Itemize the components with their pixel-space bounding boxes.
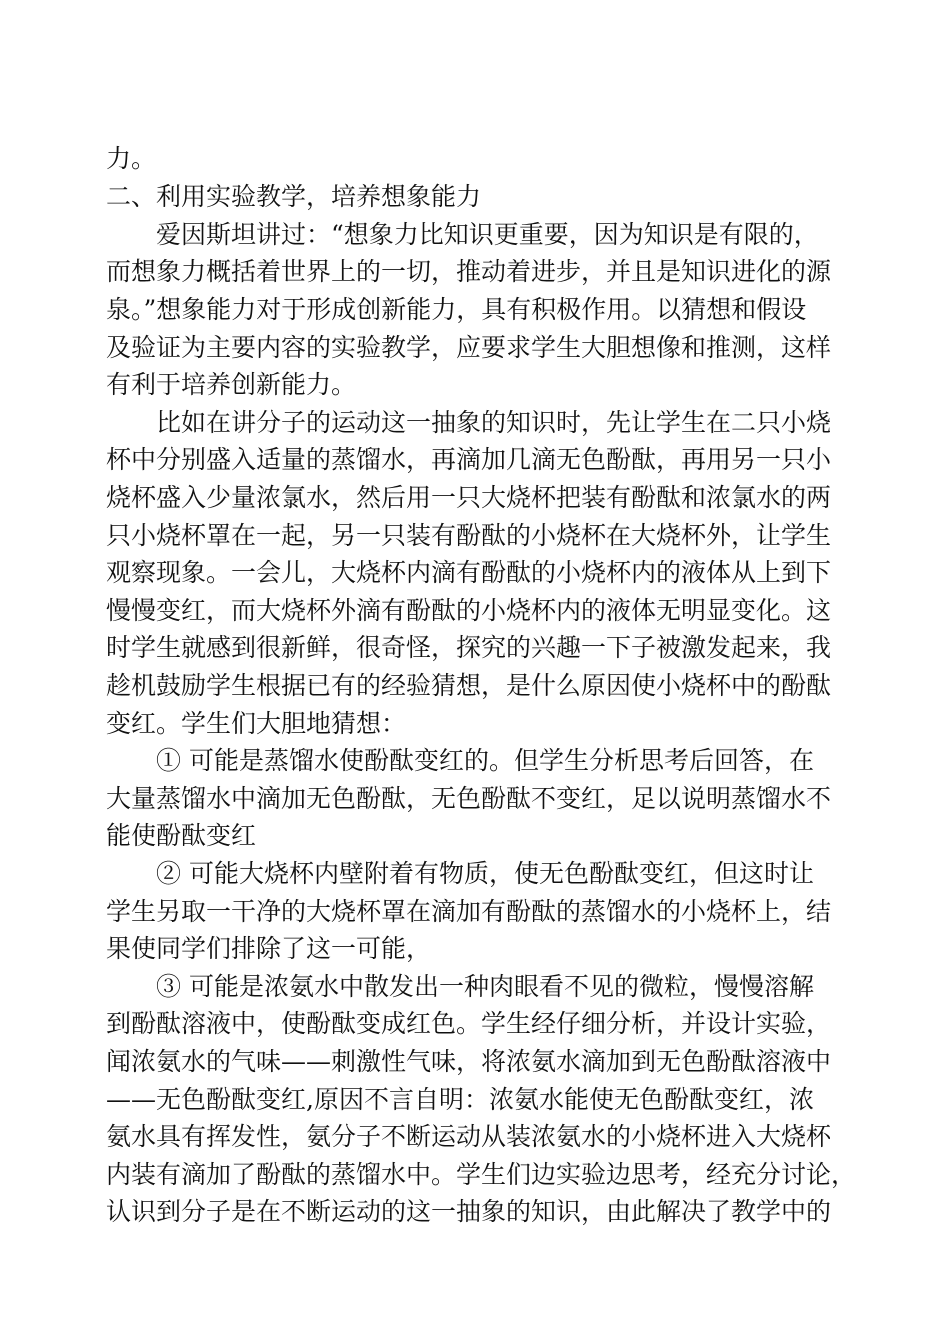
text-line: 有利于培养创新能力。 [106,370,357,399]
text-line: 时学生就感到很新鲜，很奇怪，探究的兴趣一下子被激发起来，我 [106,633,832,662]
text-line: ③ 可能是浓氨水中散发出一种肉眼看不见的微粒，慢慢溶解 [106,972,814,1001]
text-line: 内装有滴加了酚酞的蒸馏水中。学生们边实验边思考，经充分讨论， [106,1160,857,1189]
text-line: 杯中分别盛入适量的蒸馏水，再滴加几滴无色酚酞，再用另一只小 [106,445,832,474]
text-line: 烧杯盛入少量浓氯水，然后用一只大烧杯把装有酚酞和浓氯水的两 [106,483,832,512]
text-line: ① 可能是蒸馏水使酚酞变红的。但学生分析思考后回答，在 [106,746,814,775]
text-line: 能使酚酞变红 [106,821,257,850]
text-line: 变红。学生们大胆地猜想： [106,709,407,738]
text-line: 泉。”想象能力对于形成创新能力，具有积极作用。以猜想和假设 [106,295,807,324]
text-line: 认识到分子是在不断运动的这一抽象的知识，由此解决了教学中的 [106,1197,832,1226]
text-line: 慢慢变红，而大烧杯外滴有酚酞的小烧杯内的液体无明显变化。这 [106,596,832,625]
text-line: ② 可能大烧杯内壁附着有物质，使无色酚酞变红，但这时让 [106,859,814,888]
text-line: 力。 [106,144,157,173]
text-line: 而想象力概括着世界上的一切，推动着进步，并且是知识进化的源 [106,257,832,286]
text-line: 学生另取一干净的大烧杯罩在滴加有酚酞的蒸馏水的小烧杯上，结 [106,897,832,926]
text-line: 闻浓氨水的气味——刺激性气味，将浓氨水滴加到无色酚酞溶液中 [106,1047,832,1076]
section-heading: 二、利用实验教学，培养想象能力 [106,182,482,211]
text-line: 比如在讲分子的运动这一抽象的知识时，先让学生在二只小烧 [106,408,832,437]
text-line: 只小烧杯罩在一起，另一只装有酚酞的小烧杯在大烧杯外，让学生 [106,521,832,550]
text-line: 大量蒸馏水中滴加无色酚酞，无色酚酞不变红，足以说明蒸馏水不 [106,784,832,813]
text-line: 趁机鼓励学生根据已有的经验猜想，是什么原因使小烧杯中的酚酞 [106,671,832,700]
text-line: 果使同学们排除了这一可能， [106,934,432,963]
text-line: 爱因斯坦讲过：“想象力比知识更重要，因为知识是有限的， [106,220,819,249]
text-line: 到酚酞溶液中，使酚酞变成红色。学生经仔细分析，并设计实验， [106,1009,832,1038]
text-line: ——无色酚酞变红,原因不言自明：浓氨水能使无色酚酞变红，浓 [106,1085,814,1114]
text-line: 及验证为主要内容的实验教学，应要求学生大胆想像和推测，这样 [106,333,832,362]
text-line: 观察现象。一会儿，大烧杯内滴有酚酞的小烧杯内的液体从上到下 [106,558,832,587]
text-line: 氨水具有挥发性，氨分子不断运动从装浓氨水的小烧杯进入大烧杯 [106,1122,832,1151]
